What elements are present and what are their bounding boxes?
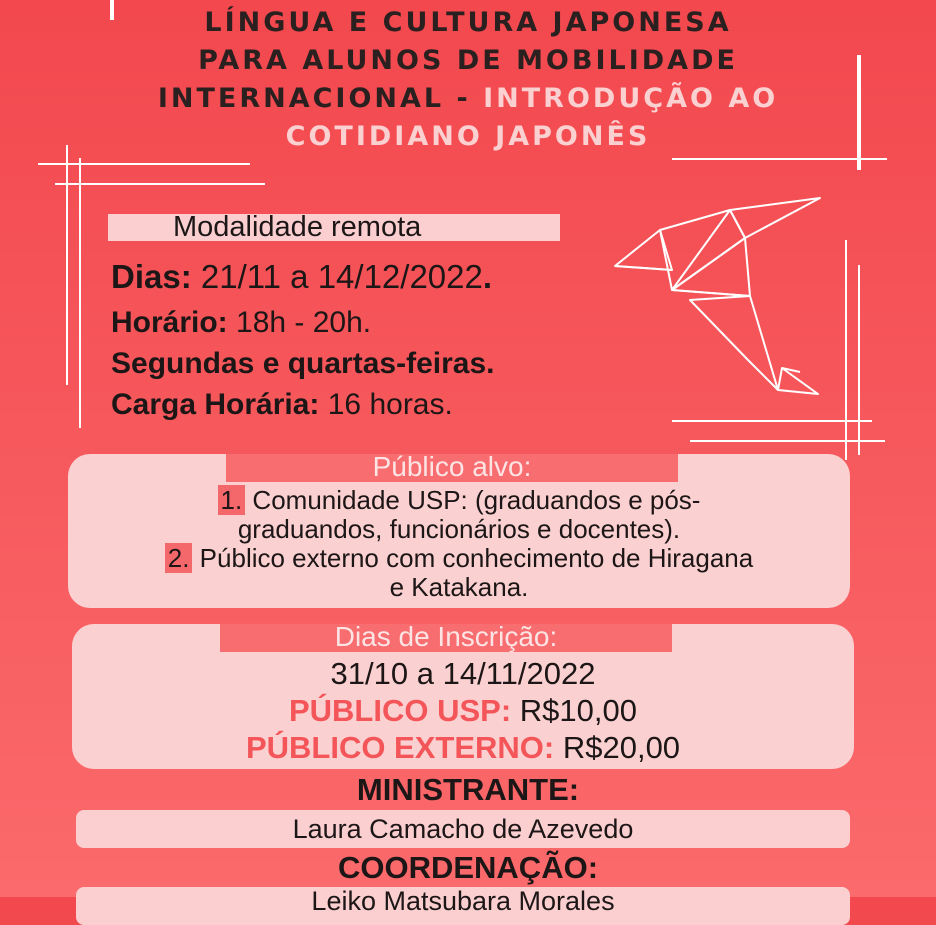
publico-list [68,486,850,602]
title-line-3-dark: INTERNACIONAL - [157,83,484,114]
usp-label: PÚBLICO USP: [288,693,512,728]
carga-row [111,386,453,424]
publico-item-1-line-1 [68,486,850,515]
publico-item-2-text: Público externo com conhecimento de Hiragana [192,543,754,573]
inscricao-usp-row [72,692,854,729]
inscricao-heading: Dias de Inscrição: [334,621,558,652]
horario-row [111,304,371,342]
dias-row [111,257,492,297]
publico-item-2-line-2: e Katakana. [389,572,529,602]
ext-label: PÚBLICO EXTERNO: [245,730,555,765]
title-line-3-light: INTRODUÇÃO AO [483,83,779,114]
course-title [0,4,936,156]
carga-value: 16 horas. [319,388,453,421]
frame-line-right-horizontal-1 [672,420,872,422]
ext-price: R$20,00 [554,730,681,765]
publico-item-2-num: 2. [165,543,193,573]
publico-item-1-line-2: graduandos, funcionários e docentes). [237,514,681,544]
inscricao-details [72,655,854,766]
publico-item-1-text: Comunidade USP: (graduandos e pós- [245,485,701,515]
weekdays-row: Segundas e quartas-feiras. [111,347,495,380]
coordenacao-heading: COORDENAÇÃO: [337,850,599,885]
carga-label: Carga Horária: [111,388,320,421]
frame-line-right-horizontal-2 [690,440,885,442]
horario-label: Horário: [111,306,228,339]
title-line-4: COTIDIANO JAPONÊS [285,121,651,152]
inscricao-dates: 31/10 a 14/11/2022 [330,656,596,691]
frame-line-top-right-horizontal [672,158,887,160]
inscricao-ext-row [72,729,854,766]
title-line-1: LÍNGUA E CULTURA JAPONESA [204,7,732,38]
frame-line-left-vertical-1 [66,145,68,385]
coordenacao-name: Leiko Matsubara Morales [311,886,615,916]
origami-crane-icon [610,190,830,400]
frame-line-left-vertical-2 [79,158,81,428]
modality-text: Modalidade remota [173,211,422,243]
ministrante-name: Laura Camacho de Azevedo [292,814,634,844]
frame-line-left-horizontal-1 [38,163,250,165]
publico-heading: Público alvo: [372,451,532,482]
publico-item-1-num: 1. [218,485,246,515]
usp-price: R$10,00 [511,693,637,728]
title-line-3 [0,80,936,118]
publico-item-2-line-1 [68,544,850,573]
dias-end: . [482,258,493,295]
title-line-2: PARA ALUNOS DE MOBILIDADE [198,45,738,76]
frame-line-right-vertical-2 [858,265,860,455]
dias-value: 21/11 a 14/12/2022 [191,258,483,295]
frame-line-right-vertical-1 [845,240,847,460]
ministrante-heading: MINISTRANTE: [356,772,580,807]
frame-line-left-horizontal-2 [55,183,265,185]
dias-label: Dias: [111,258,192,295]
horario-value: 18h - 20h. [227,306,372,339]
